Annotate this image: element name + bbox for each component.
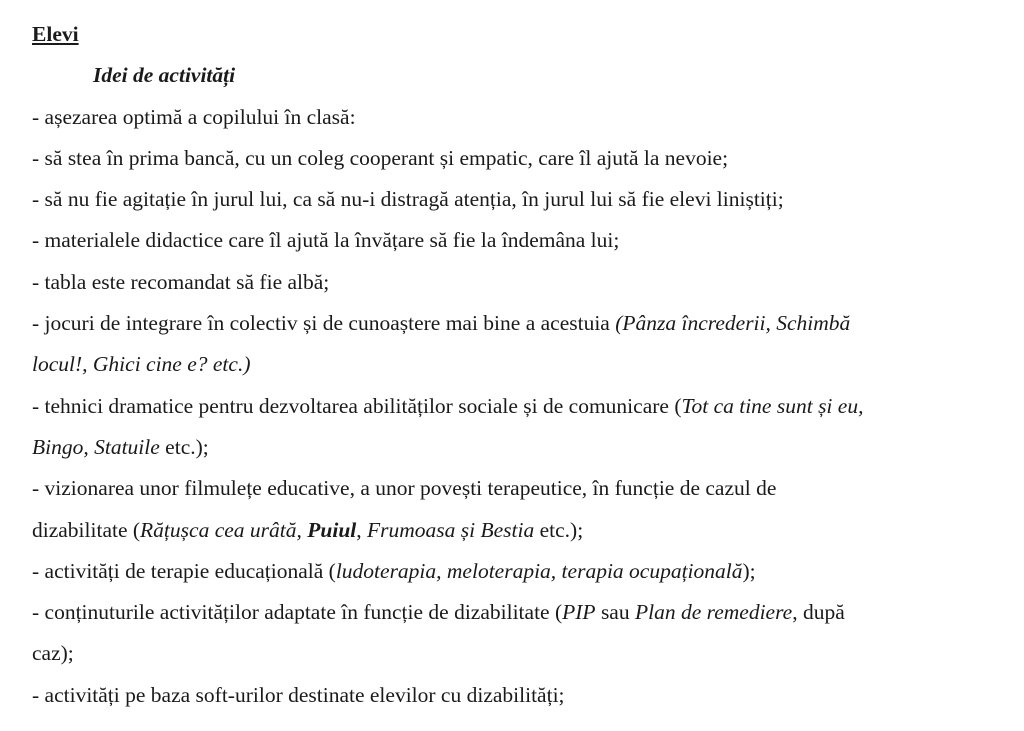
list-item xyxy=(32,303,1002,344)
section-heading: Elevi xyxy=(32,22,79,46)
list-item-text: etc.); xyxy=(534,517,584,542)
list-item: - așezarea optimă a copilului în clasă: xyxy=(32,104,356,129)
list-item xyxy=(32,551,1002,592)
list-item-text: ); xyxy=(742,558,756,583)
list-item-continuation xyxy=(32,510,1002,551)
list-item-examples: Tot ca tine sunt și eu, xyxy=(681,393,864,418)
section-subheading: Idei de activități xyxy=(93,63,236,88)
list-item-examples: Rățușca cea urâtă, xyxy=(140,517,308,542)
list-item-text: , după xyxy=(792,600,845,625)
list-item-emphasis: Puiul xyxy=(307,517,357,542)
list-item-text: - activități de terapie educațională ( xyxy=(32,558,336,583)
list-item-examples: Plan de remediere xyxy=(634,600,793,625)
list-item-examples: PIP xyxy=(562,600,596,625)
list-item-text: , xyxy=(356,517,367,542)
list-item xyxy=(32,386,1002,427)
list-item-continuation xyxy=(32,427,1002,468)
list-item-examples: Frumoasa și Bestia xyxy=(367,517,535,542)
list-item: - tabla este recomandat să fie albă; xyxy=(32,269,330,294)
list-item: - materialele didactice care îl ajută la învățare să fie la îndemâna lui; xyxy=(32,228,620,253)
list-item: - să nu fie agitație în jurul lui, ca să nu-i distragă atenția, în jurul lui să fie elevi liniștiți; xyxy=(32,187,784,212)
list-item-text: - conținuturile activităților adaptate în funcție de dizabilitate ( xyxy=(32,600,563,625)
list-item-examples: (Pânza încrederii, Schimbă xyxy=(615,311,851,336)
list-item: - să stea în prima bancă, cu un coleg cooperant și empatic, care îl ajută la nevoie; xyxy=(32,145,729,170)
list-item: - vizionarea unor filmulețe educative, a unor povești terapeutice, în funcție de cazul de xyxy=(32,476,777,501)
list-item-text: dizabilitate ( xyxy=(32,517,141,542)
list-item-examples: Bingo, Statuile xyxy=(32,434,160,459)
list-item-continuation: caz); xyxy=(32,641,74,666)
list-item-text: - tehnici dramatice pentru dezvoltarea abilităților sociale și de comunicare ( xyxy=(32,393,682,418)
list-item-examples: ludoterapia, meloterapia, terapia ocupațională xyxy=(335,558,743,583)
list-item xyxy=(32,592,1002,633)
list-item-text: etc.); xyxy=(159,434,209,459)
list-item-continuation xyxy=(32,344,1002,385)
list-item-text: sau xyxy=(595,600,635,625)
list-item: - activități pe baza soft-urilor destinate elevilor cu dizabilități; xyxy=(32,682,565,707)
list-item-examples: locul!, Ghici cine e? etc.) xyxy=(32,352,251,377)
list-item-text: - jocuri de integrare în colectiv și de cunoaștere mai bine a acestuia xyxy=(32,311,616,336)
document-body xyxy=(32,14,1002,716)
